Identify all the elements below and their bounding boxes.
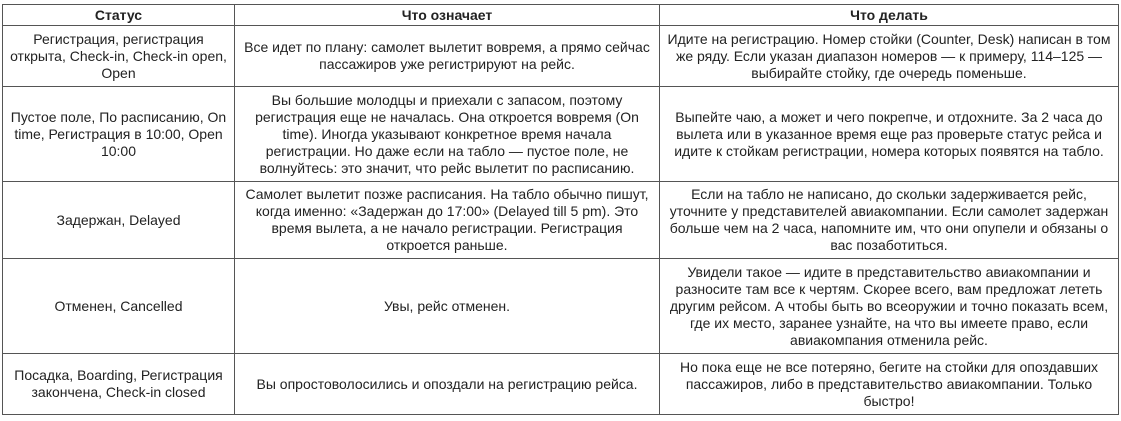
table-header-row xyxy=(3,5,1119,26)
table-row xyxy=(3,182,1119,259)
action-cell: Но пока еще не все потеряно, бегите на стойки для опоздавших пассажиров, либо в представительство авиакомпании. Только быстро! xyxy=(660,354,1119,415)
action-cell: Идите на регистрацию. Номер стойки (Counter, Desk) написан в том же ряду. Если указан диапазон номеров — к примеру, 114–125 — выбирайте стойку, где очередь поменьше. xyxy=(660,26,1119,87)
table-row xyxy=(3,87,1119,182)
status-cell: Задержан, Delayed xyxy=(3,182,235,259)
status-cell: Отменен, Cancelled xyxy=(3,259,235,354)
status-cell: Пустое поле, По расписанию, On time, Регистрация в 10:00, Open 10:00 xyxy=(3,87,235,182)
table-row xyxy=(3,259,1119,354)
header-action: Что делать xyxy=(660,5,1119,26)
action-cell: Если на табло не написано, до скольки задерживается рейс, уточните у представителей авиакомпании. Если самолет задержан больше чем на 2 часа, напомните им, что они опупели и обязаны о вас позаботиться. xyxy=(660,182,1119,259)
meaning-cell: Вы большие молодцы и приехали с запасом, поэтому регистрация еще не началась. Она откроется вовремя (On time). Иногда указывают конкретное время начала регистрации. Но даже если на табло — пустое поле, не волнуйтесь: это значит, что рейс вылетит по расписанию. xyxy=(235,87,660,182)
header-status: Статус xyxy=(3,5,235,26)
meaning-cell: Вы опростоволосились и опоздали на регистрацию рейса. xyxy=(235,354,660,415)
action-cell: Увидели такое — идите в представительство авиакомпании и разносите там все к чертям. Скорее всего, вам предложат лететь другим рейсом. А чтобы быть во всеоружии и точно показать всем, где их место, заранее узнайте, на что вы имеете право, если авиакомпания отменила рейс. xyxy=(660,259,1119,354)
meaning-cell: Увы, рейс отменен. xyxy=(235,259,660,354)
header-meaning: Что означает xyxy=(235,5,660,26)
meaning-cell: Все идет по плану: самолет вылетит вовремя, а прямо сейчас пассажиров уже регистрируют на рейс. xyxy=(235,26,660,87)
table-row xyxy=(3,354,1119,415)
meaning-cell: Самолет вылетит позже расписания. На табло обычно пишут, когда именно: «Задержан до 17:00» (Delayed till 5 pm). Это время вылета, а не начало регистрации. Регистрация откроется раньше. xyxy=(235,182,660,259)
table-row xyxy=(3,26,1119,87)
status-cell: Регистрация, регистрация открыта, Check-in, Check-in open, Open xyxy=(3,26,235,87)
action-cell: Выпейте чаю, а может и чего покрепче, и отдохните. За 2 часа до вылета или в указанное время еще раз проверьте статус рейса и идите к стойкам регистрации, номера которых появятся на табло. xyxy=(660,87,1119,182)
flight-status-table xyxy=(2,4,1119,415)
status-cell: Посадка, Boarding, Регистрация закончена, Check-in closed xyxy=(3,354,235,415)
